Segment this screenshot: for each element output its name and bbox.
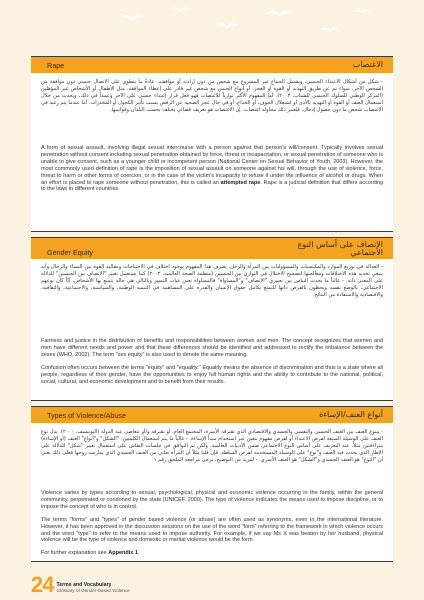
definition-paragraph [41, 338, 383, 359]
page-footer [31, 566, 130, 596]
highlighted-term: Appendix 1 [108, 550, 138, 557]
arabic-definition: - العدالة في توزيع الموارد والمكتسبات والمسؤوليات بين المرأة والرجل. يعترف هذا المفهوم بوجود اختلاف في الاحتياجات ومقاليد القوة بين النساء والرجال وأنه ينبغي تحديد هذه الاختلافات ومعالجتها لتصحيح الاختلال في التوازن بين الجنسين (منظمة الصحة العالمية، ٢٠٠٢) كما يستعمل تعبير "الإنصاف بين الجنسين" للدلالة على المعنى ذاته. - غالباً ما يحدث التباس بين تعبيري "الإنصاف" و"المساواة" فالمساواة تعني غياب التمييز وبالتالي هي حالة يتمتع بها الأشخاص، أيّاً كان نوعهم الاجتماعي، بالوضع نفسه ويحظون بالفرص ذاتها للتمتع بكامل حقوق الإنسان والقدرة على المساهمة في التنمية الوطنية، والسياسية، والاجتماعية، والثقافية، والاقتصادية والاستفادة من النتائج. [41, 264, 383, 298]
paragraph-text: Violence varies by types according to sexual, psychological, physical and economic violence occurring in the family, within the general community, perpetrated or condoned by the state (UNICEF, 2000). The type of violence indicates the means used to impose discipline, or to impose the concept of who is in control. [41, 490, 383, 510]
definition-paragraph [41, 550, 383, 557]
paragraph-text: . [137, 550, 140, 557]
rape-section [31, 56, 393, 232]
definition-paragraph [41, 145, 383, 193]
page-number: 24 [31, 572, 54, 597]
gender-equity-section [31, 237, 393, 401]
paragraph-text: Fairness and justice in the distribution of benefits and responsibilities between women and men. The concept recognizes that women and men have different needs and power and that these differences should be identified and addressed to rectify the imbalance between the sexes (WHO, 2002). The term "sex equity" is also used to denote the same meaning. [41, 338, 383, 358]
paragraph-text: . Rape is a judicial definition that differs according to the laws in different countries. [41, 179, 383, 193]
section-header [31, 238, 393, 259]
term-english: Gender Equity [47, 248, 93, 257]
term-english: Rape [47, 60, 65, 70]
definition-paragraph [41, 365, 383, 386]
decorative-birds [0, 0, 424, 50]
term-arabic: أنواع العنف/الإساءة [319, 410, 383, 419]
section-header [31, 57, 393, 73]
footer-subtitle: Glossary of Gender-Based Violence [56, 588, 130, 593]
paragraph-text: For further explanation see [41, 550, 109, 557]
definition-paragraph [41, 490, 383, 511]
english-definition [41, 490, 383, 562]
types-of-violence-section [31, 406, 393, 562]
term-english: Types of Violence/Abuse [47, 410, 126, 420]
english-definition [41, 338, 383, 391]
paragraph-text: Confusion often occurs between the terms "equity" and "equality." Equality means the absence of discrimination and thus is a state where all people, regardless of their gender, have the opportunities to enjoy full human rights and the ability to contribute to the national, political, social, cultural, and economic development and to benefit from their results. [41, 364, 383, 385]
term-arabic: الاغتصاب [352, 60, 383, 69]
paragraph-text: The terms "forms" and "types" of gender based violence (or abuse) are often used as synonyms, even in the international literature. However, it has been approved in the discussion sessions on the use of the word "form" referring to the framework in which violence occurs and the word "type" to refer to the means used to impose authority. For example, if we say Ms X was beaten by her husband, physical violence will be the type of violence and domestic or marital violence would be the form. [41, 516, 383, 544]
term-arabic: الإنصاف على أساس النوع الاجتماعي [297, 240, 383, 257]
footer-title: Terms and Vocabulary [56, 582, 112, 588]
definition-paragraph [41, 517, 383, 545]
section-header [31, 407, 393, 423]
highlighted-term: attempted rape [220, 179, 261, 186]
paragraph-text: A form of sexual assault, involving illegal sexual intercourse with a person against that person's will/consent. Typically involves sexual penetration without consent including sexual penetration obtained by force, threat or incapacitation, or sexual penetration of someone who is unable to give consent, such as a younger child or incompetent person (National Center on Sexual Behavior of Youth, 2003). However, the most commonly used definition of rape is the imposition of sexual assault on someone against his will, through the use of violence, force, threat to harm or other forms of coercion, or in the case of the victim's incapacity to refuse if under the influence of alcohol or drugs. When an effort is placed to rape someone without penetration, this is called an [41, 145, 383, 186]
english-definition [41, 145, 383, 199]
arabic-definition: - شكل من أشكال الاعتداء الجنسي، ويشمل الجماع غير المشروع مع شخص من دون إرادته أو موافقته. عادةً ما ينطوي على الاتصال جنسي دون موافقة من الشخص الآخر، سواء تم عن طريق التهديد أو القوة أو العجز. أو أنواع الجنس مع شخص غير قادر على إعطاء الموافقة، مثل الأطفال أو الأشخاص غير المؤهلين (المركز الوطني للسلوك الجنسي للشباب، ٢٠٠٣). أما المفهوم الأكثر توازناً للاغتصاب فهو فعل قرار إعتداء جنسي على الآخر وعمداً في ذلك، ويحدث من خلال استعمال العنف أو القوة أو التهديد بالأذى أو استغلال الخوف، أو الخداع، أو في حال عجز الضحية عن الرفض بسبب تأثير الكحول أو المخدرات. أما عندما يتم رغبة في الاغتصاب شخص ما دون حصول إدخال، فيُعتبر ذلك محاولة اغتصاب. إن الاغتصاب هو تعريف قضائي يختلف بحسب البلدان وقوانينها. [41, 79, 383, 113]
arabic-definition: - يتنوع العنف بين العنف الجنسي والنفسي والجسدي والاقتصادي الذي تقترفه الأسرة، المجتمع العام، أو تقترفه و/أو تتغاضى عنه الدولة (اليونيسف، ٢٠٠٠). يدل نوع العنف على الوسيلة المتبعة لفرض الاعتداء أو لفرض مفهوم معين عبر استخدام مبدأ الإساءة. - غالباً ما يتم استعمال الكلمتين: "الشكل" و"أنواع" العنف (أو الإساءة) مترادفتين مثلاً، عند التعريف على أساس النوع الاجتماعي ضمن الأدبيات العالمية. ولكن تم التوافق في جلسات النقاش على استعمال تعبير "شكل" للدلالة على الإطار الذي يحدث فيه العنف و"نوع" على الوسيلة المستخدمة لفرض السلطة. فإن قلنا مثلاً أن المرأة تعاني من العنف الجسدي الذي يمارسه زوجها فعلى ذلك يعني أن "النوع" هو العنف الجسدي و"الشكل" هو العنف الأسري. - لمزيد من التوضيح، يرجى مراجعة الملحق رقم ١ [41, 429, 384, 463]
